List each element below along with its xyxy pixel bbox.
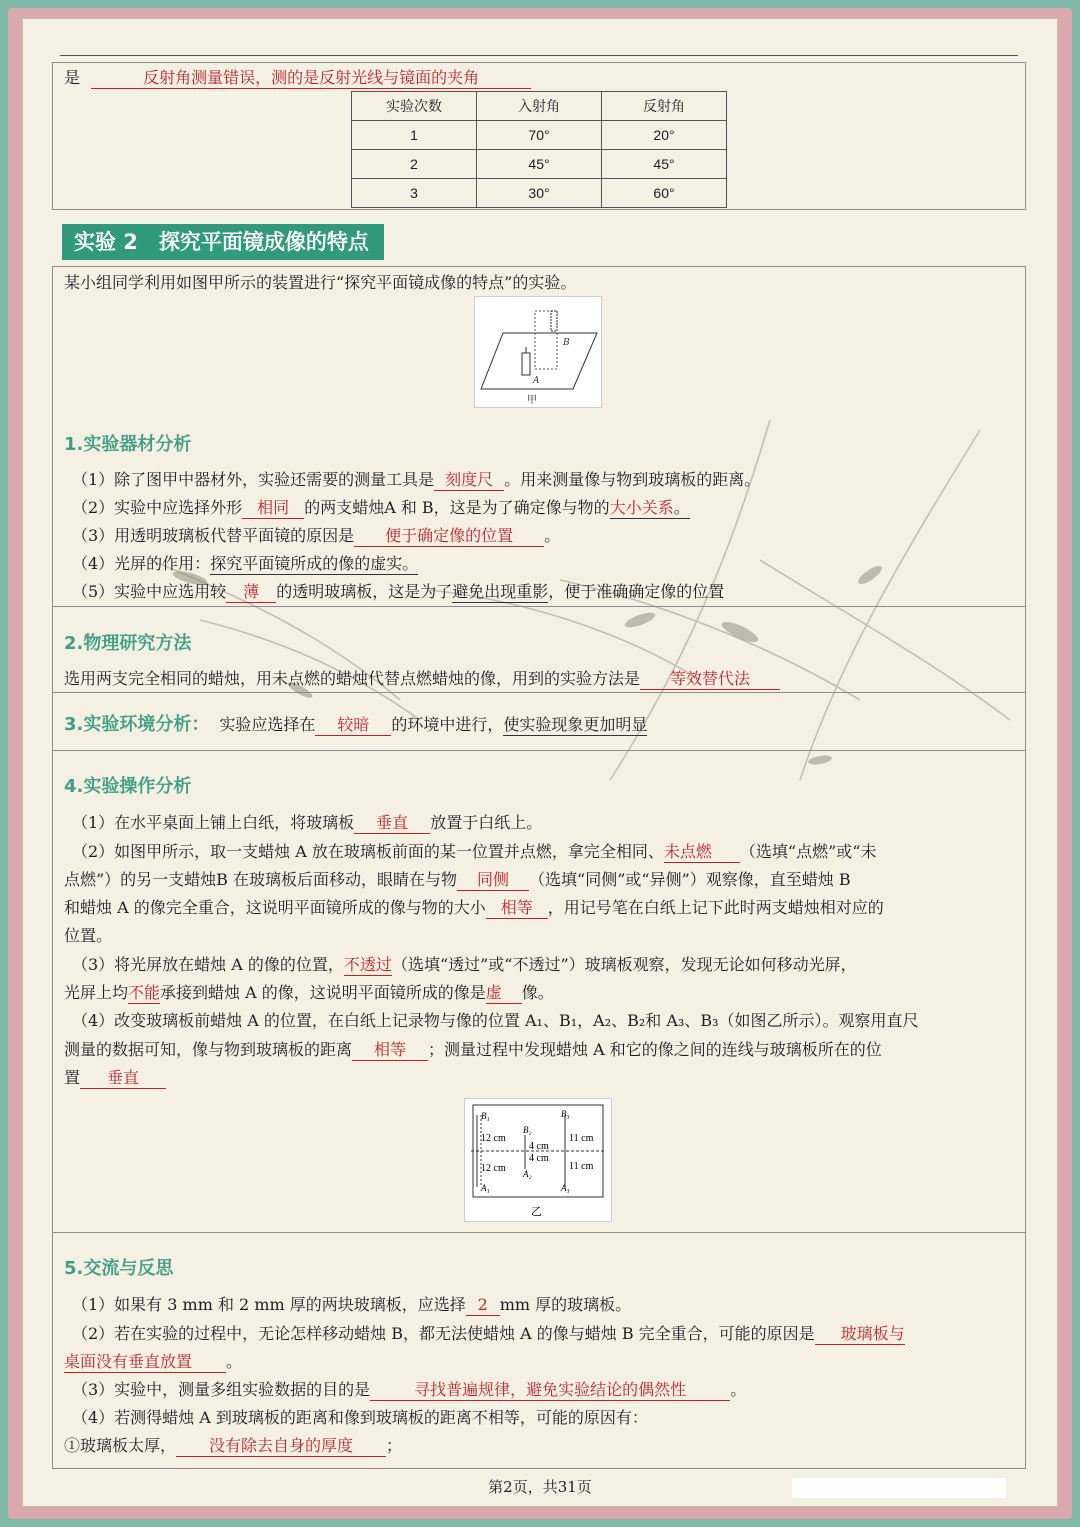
text: ；测量过程中发现蜡烛 A 和它的像之间的连线与玻璃板所在的位 <box>428 1040 882 1059</box>
label-a3: A₃ <box>561 1183 570 1193</box>
table-header: 反射角 <box>602 92 727 121</box>
answer-same-side: 同侧 <box>457 870 529 891</box>
fig-label-b: B <box>563 338 570 348</box>
blank-patch <box>792 1478 1006 1498</box>
text: 。 <box>402 554 419 573</box>
answer-dark: 较暗 <box>315 715 391 736</box>
text: （2）实验中应选择外形 <box>72 498 243 517</box>
answer-method: 等效替代法 <box>640 669 780 690</box>
answer-2mm: 2 <box>466 1295 500 1316</box>
answer-perpendicular: 垂直 <box>80 1068 166 1089</box>
table-cell: 60° <box>602 179 727 208</box>
text: 选用两支完全相同的蜡烛，用未点燃的蜡烛代替点燃蜡烛的像，用到的实验方法是 <box>64 669 641 688</box>
table-cell: 20° <box>602 121 727 150</box>
answer-equal-distance: 相等 <box>352 1040 428 1061</box>
answer-screen-purpose: 探究平面镜所成的像的虚实 <box>210 554 403 573</box>
operation-p4-line2 <box>64 1040 882 1061</box>
fig-caption: 乙 <box>531 1206 542 1218</box>
prev-prefix: 是 <box>64 68 81 87</box>
operation-p3-line2 <box>64 983 554 1004</box>
header-rule <box>60 55 1018 56</box>
table-cell: 3 <box>352 179 477 208</box>
reflection-q2-line1 <box>72 1324 905 1345</box>
method-line <box>64 669 780 690</box>
text: （3）用透明玻璃板代替平面镜的原因是 <box>72 526 355 545</box>
answer-equal-size: 相等 <box>486 898 548 919</box>
text: 。 <box>544 526 561 545</box>
dist-label: 4 cm <box>529 1141 549 1152</box>
dist-label: 12 cm <box>481 1163 506 1174</box>
operation-p2-line3 <box>64 898 884 919</box>
prev-answer-line <box>64 68 531 89</box>
text: 测量的数据可知，像与物到玻璃板的距离 <box>64 1040 353 1059</box>
text: ，用记号笔在白纸上记下此时两支蜡烛相对应的 <box>547 898 884 917</box>
text: 的透明玻璃板，这是为了 <box>276 582 453 601</box>
position-record-diagram <box>465 1099 611 1221</box>
experiment-banner: 实验 2 探究平面镜成像的特点 <box>62 224 384 260</box>
text: ； <box>386 1436 403 1455</box>
page-number: 第2页，共31页 <box>488 1478 592 1496</box>
figure-jia <box>474 296 602 408</box>
operation-p1 <box>72 813 542 834</box>
fig-label-a: A <box>533 376 540 386</box>
label-b3: B₃ <box>561 1109 570 1119</box>
equipment-line-2 <box>72 498 690 519</box>
text: ，便于准确确定像的位置 <box>548 582 725 601</box>
equipment-line-4 <box>72 554 418 575</box>
text: 像。 <box>521 983 554 1002</box>
table-cell: 45° <box>477 150 602 179</box>
figure-yi <box>464 1098 612 1222</box>
answer-cannot: 不能 <box>128 983 161 1002</box>
section-title-equipment: 1.实验器材分析 <box>64 434 192 455</box>
text: 和蜡烛 A 的像完全重合，这说明平面镜所成的像与物的大小 <box>64 898 486 917</box>
text: （3）将光屏放在蜡烛 A 的像的位置， <box>72 955 344 974</box>
text: （2）若在实验的过程中，无论怎样移动蜡烛 B，都无法使蜡烛 A 的像与蜡烛 B 完全重合，可能的原因是 <box>72 1324 815 1343</box>
reflection-q4: （4）若测得蜡烛 A 到玻璃板的距离和像到玻璃板的距离不相等，可能的原因有： <box>72 1408 648 1427</box>
operation-p3-line1 <box>72 955 857 976</box>
text: 实验应选择在 <box>219 715 316 734</box>
table-cell: 70° <box>477 121 602 150</box>
table-cell: 30° <box>477 179 602 208</box>
reflection-q1 <box>72 1295 631 1316</box>
text: 光屏上均 <box>64 983 129 1002</box>
environment-line <box>64 715 647 736</box>
label-b1: B₁ <box>481 1111 490 1121</box>
experiment-content-box <box>52 266 1026 1469</box>
answer-purpose: 寻找普遍规律，避免实验结论的偶然性 <box>370 1380 730 1401</box>
mirror-setup-diagram <box>475 297 601 407</box>
dist-label: 12 cm <box>481 1133 506 1144</box>
operation-p4-line1: （4）改变玻璃板前蜡烛 A 的位置，在白纸上记录物与像的位置 A₁、B₁，A₂、B₂和 A₃、B₃（如图乙所示）。观察用直尺 <box>72 1011 919 1030</box>
table-row <box>352 121 727 150</box>
reflection-q2-line2 <box>64 1352 242 1373</box>
angle-table <box>351 91 727 208</box>
table-header: 实验次数 <box>352 92 477 121</box>
answer-unlit: 未点燃 <box>664 842 740 863</box>
text: 置 <box>64 1068 81 1087</box>
table-header-row <box>352 92 727 121</box>
section-divider <box>52 692 1026 693</box>
section-divider <box>52 606 1026 607</box>
text: 的两支蜡烛A 和 B，这是为了确定像与物的 <box>304 498 610 517</box>
table-cell: 45° <box>602 150 727 179</box>
text: （1）在水平桌面上铺上白纸，将玻璃板 <box>72 813 355 832</box>
text: 承接到蜡烛 A 的像，这说明平面镜所成的像是 <box>160 983 486 1002</box>
equipment-line-1 <box>72 470 760 491</box>
equipment-line-3 <box>72 526 560 547</box>
fig-caption: 甲 <box>527 395 537 406</box>
text: （1）如果有 3 mm 和 2 mm 厚的两块玻璃板，应选择 <box>72 1295 466 1314</box>
text: 。 <box>226 1352 243 1371</box>
answer-thin: 薄 <box>226 582 276 603</box>
table-header: 入射角 <box>477 92 602 121</box>
text: 。 <box>730 1380 747 1399</box>
text: （2）如图甲所示，取一支蜡烛 A 放在玻璃板前面的某一位置并点燃，拿完全相同、 <box>72 842 664 861</box>
operation-p2-line1 <box>72 842 876 863</box>
dist-label: 11 cm <box>569 1161 594 1172</box>
answer-not-vertical-part2: 桌面没有垂直放置 <box>64 1352 226 1373</box>
operation-p2-line4: 位置。 <box>64 926 113 945</box>
answer-not-vertical-part1: 玻璃板与 <box>815 1324 905 1345</box>
text: 的环境中进行， <box>391 715 504 734</box>
text: （选填“同侧”或“异侧”）观察像，直至蜡烛 B <box>529 870 851 889</box>
answer-not-through: 不透过 <box>343 955 392 974</box>
label-a1: A₁ <box>481 1183 490 1193</box>
reflection-q3 <box>72 1380 746 1401</box>
answer-size-relation: 大小关系 <box>609 498 674 517</box>
table-cell: 2 <box>352 150 477 179</box>
text: 点燃”）的另一支蜡烛B 在玻璃板后面移动，眼睛在与物 <box>64 870 458 889</box>
text: mm 厚的玻璃板。 <box>499 1295 632 1314</box>
text: 放置于白纸上。 <box>430 813 543 832</box>
reflection-q5 <box>64 1436 402 1457</box>
text: 。用来测量像与物到玻璃板的距离。 <box>504 470 761 489</box>
section-title-reflection: 5.交流与反思 <box>64 1258 174 1279</box>
section-divider <box>52 750 1026 751</box>
section-title-environment: 3.实验环境分析： <box>64 714 210 735</box>
text: （选填“点燃”或“未 <box>739 842 877 861</box>
answer-clearer: 使实验现象更加明显 <box>503 715 648 734</box>
answer-same-shape: 相同 <box>242 498 304 519</box>
equipment-line-5 <box>72 582 724 603</box>
label-b2: B₂ <box>523 1125 532 1135</box>
operation-p4-line3 <box>64 1068 166 1089</box>
answer-virtual: 虚 <box>486 983 522 1004</box>
answer-glass-reason: 便于确定像的位置 <box>354 526 544 547</box>
table-cell: 1 <box>352 121 477 150</box>
dist-label: 11 cm <box>569 1133 594 1144</box>
table-row <box>352 179 727 208</box>
text: （5）实验中应选用较 <box>72 582 227 601</box>
operation-p2-line2 <box>64 870 851 891</box>
table-row <box>352 150 727 179</box>
text: （1）除了图甲中器材外，实验还需要的测量工具是 <box>72 470 435 489</box>
section-divider <box>52 1232 1026 1233</box>
text: （选填“透过”或“不透过”）玻璃板观察，发现无论如何移动光屏， <box>391 955 857 974</box>
answer-vertical: 垂直 <box>354 813 430 834</box>
text: 。 <box>673 498 690 517</box>
section-title-method: 2.物理研究方法 <box>64 633 192 654</box>
answer-ruler: 刻度尺 <box>434 470 504 491</box>
answer-thickness: 没有除去自身的厚度 <box>176 1436 386 1457</box>
dist-label: 4 cm <box>529 1153 549 1164</box>
text: （4）光屏的作用： <box>72 554 211 573</box>
text: （3）实验中，测量多组实验数据的目的是 <box>72 1380 371 1399</box>
section-title-operation: 4.实验操作分析 <box>64 776 192 797</box>
intro-text: 某小组同学利用如图甲所示的装置进行“探究平面镜成像的特点”的实验。 <box>64 273 577 292</box>
prev-answer: 反射角测量错误，测的是反射光线与镜面的夹角 <box>91 68 531 89</box>
text: ①玻璃板太厚， <box>64 1436 177 1455</box>
label-a2: A₂ <box>523 1169 532 1179</box>
answer-avoid-double-image: 避免出现重影 <box>452 582 549 601</box>
